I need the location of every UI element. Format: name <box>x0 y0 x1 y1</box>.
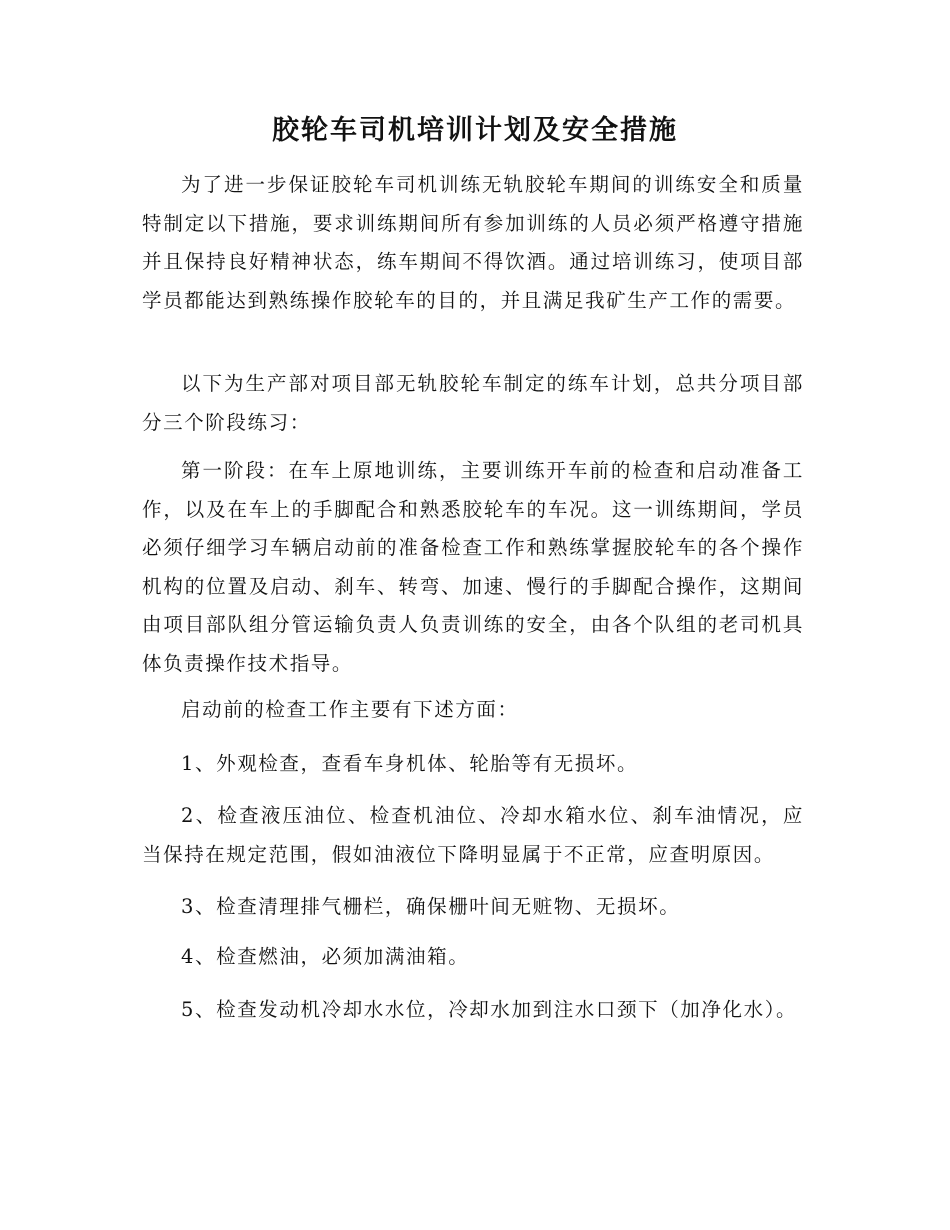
paragraph-inspection-heading: 启动前的检查工作主要有下述方面： <box>181 698 519 721</box>
list-item-1: 1、外观检查，查看车身机体、轮胎等有无损坏。 <box>181 752 639 775</box>
paragraph-stage-one: 第一阶段：在车上原地训练，主要训练开车前的检查和启动准备工作，以及在车上的手脚配合和熟悉胶轮车的车况。这一训练期间，学员必须仔细学习车辆启动前的准备检查工作和熟练掌握胶轮车的各个操作机构的位置及启动、刹车、转弯、加速、慢行的手脚配合操作，这期间由项目部队组分管运输负责人负责训练的安全，由各个队组的老司机具体负责操作技术指导。 <box>142 459 804 675</box>
paragraph-intro: 为了进一步保证胶轮车司机训练无轨胶轮车期间的训练安全和质量特制定以下措施，要求训练期间所有参加训练的人员必须严格遵守措施并且保持良好精神状态，练车期间不得饮酒。通过培训练习，使项目部学员都能达到熟练操作胶轮车的目的，并且满足我矿生产工作的需要。 <box>142 173 804 312</box>
document-title: 胶轮车司机培训计划及安全措施 <box>272 115 678 146</box>
list-item-4: 4、检查燃油，必须加满油箱。 <box>181 945 470 968</box>
list-item-5: 5、检查发动机冷却水水位，冷却水加到注水口颈下（加净化水）。 <box>181 998 798 1021</box>
list-item-3: 3、检查清理排气栅栏，确保栅叶间无赃物、无损坏。 <box>181 895 681 918</box>
paragraph-plan-overview: 以下为生产部对项目部无轨胶轮车制定的练车计划，总共分项目部分三个阶段练习： <box>142 372 804 434</box>
list-item-2: 2、检查液压油位、检查机油位、冷却水箱水位、刹车油情况，应当保持在规定范围，假如油液位下降明显属于不正常，应查明原因。 <box>142 804 804 866</box>
